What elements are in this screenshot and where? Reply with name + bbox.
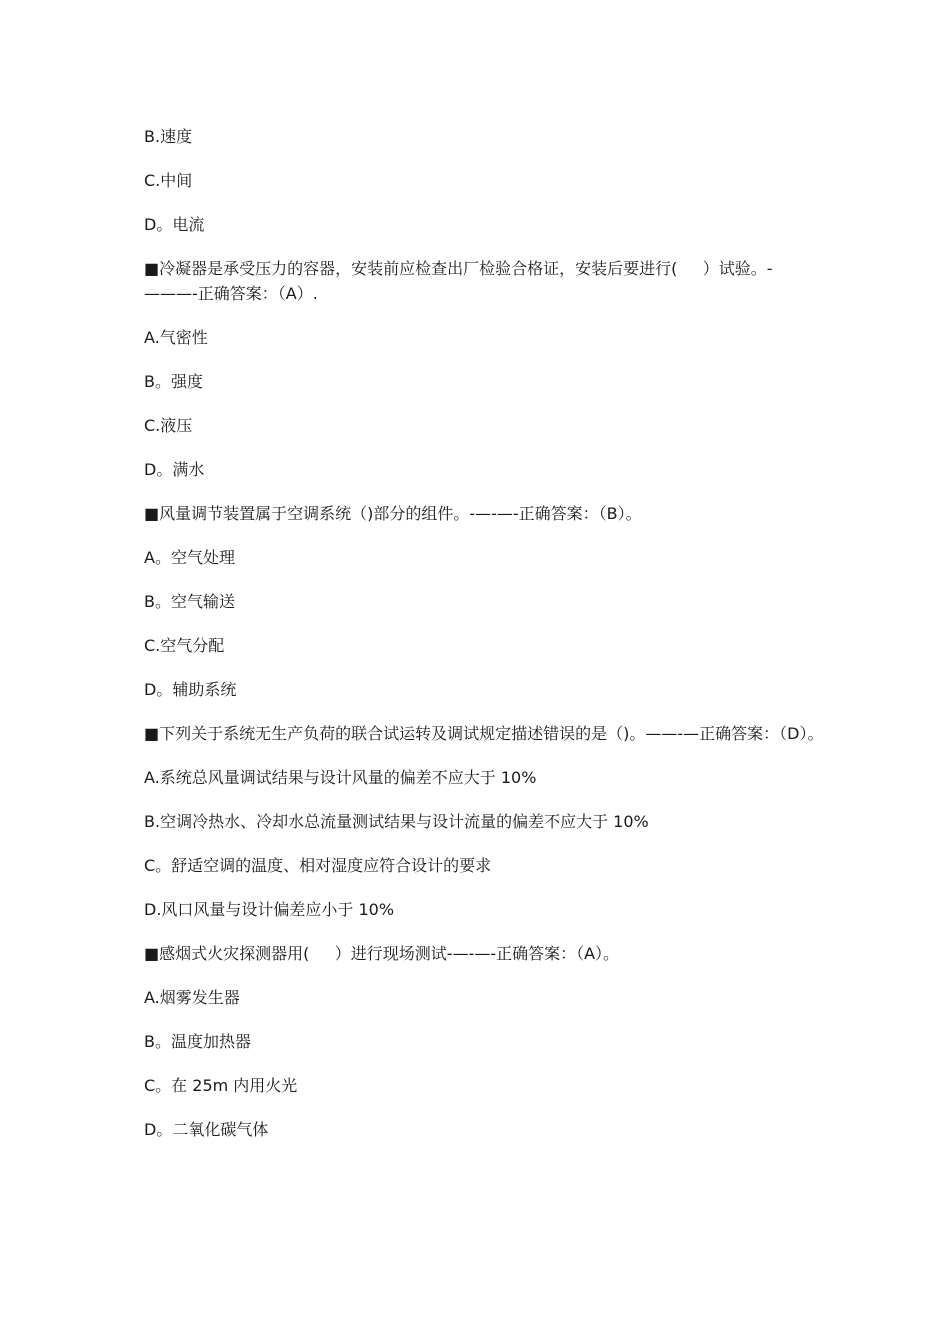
option-line: B.速度 bbox=[144, 127, 193, 146]
option-line: C.空气分配 bbox=[144, 636, 225, 655]
option-line: B。空气输送 bbox=[144, 592, 235, 611]
option-line: B.空调冷热水、冷却水总流量测试结果与设计流量的偏差不应大于 10% bbox=[144, 812, 649, 831]
option-line: C.中间 bbox=[144, 171, 193, 190]
option-line: D。满水 bbox=[144, 460, 205, 479]
option-line: D。二氧化碳气体 bbox=[144, 1120, 269, 1139]
question-stem: ■风量调节装置属于空调系统（)部分的组件。-—-—-正确答案：（B）。 bbox=[144, 504, 642, 523]
option-line: B。强度 bbox=[144, 372, 203, 391]
option-line: A.系统总风量调试结果与设计风量的偏差不应大于 10% bbox=[144, 768, 537, 787]
document-page bbox=[144, 124, 824, 1161]
option-line: A.烟雾发生器 bbox=[144, 988, 240, 1007]
option-line: B。温度加热器 bbox=[144, 1032, 251, 1051]
option-line: C.液压 bbox=[144, 416, 193, 435]
question-stem: ■感烟式火灾探测器用( ）进行现场测试-—-—-正确答案：（A）。 bbox=[144, 944, 620, 963]
question-stem: ■冷凝器是承受压力的容器，安装前应检查出厂检验合格证，安装后要进行( ）试验。-———-正确答案：（A）. bbox=[144, 259, 773, 303]
question-stem: ■下列关于系统无生产负荷的联合试运转及调试规定描述错误的是（)。——-—正确答案：（D）。 bbox=[144, 724, 824, 743]
option-line: D。辅助系统 bbox=[144, 680, 237, 699]
option-line: C。在 25m 内用火光 bbox=[144, 1076, 298, 1095]
option-line: C。舒适空调的温度、相对湿度应符合设计的要求 bbox=[144, 856, 492, 875]
option-line: A.气密性 bbox=[144, 328, 208, 347]
option-line: D.风口风量与设计偏差应小于 10% bbox=[144, 900, 395, 919]
option-line: A。空气处理 bbox=[144, 548, 235, 567]
option-line: D。电流 bbox=[144, 215, 205, 234]
